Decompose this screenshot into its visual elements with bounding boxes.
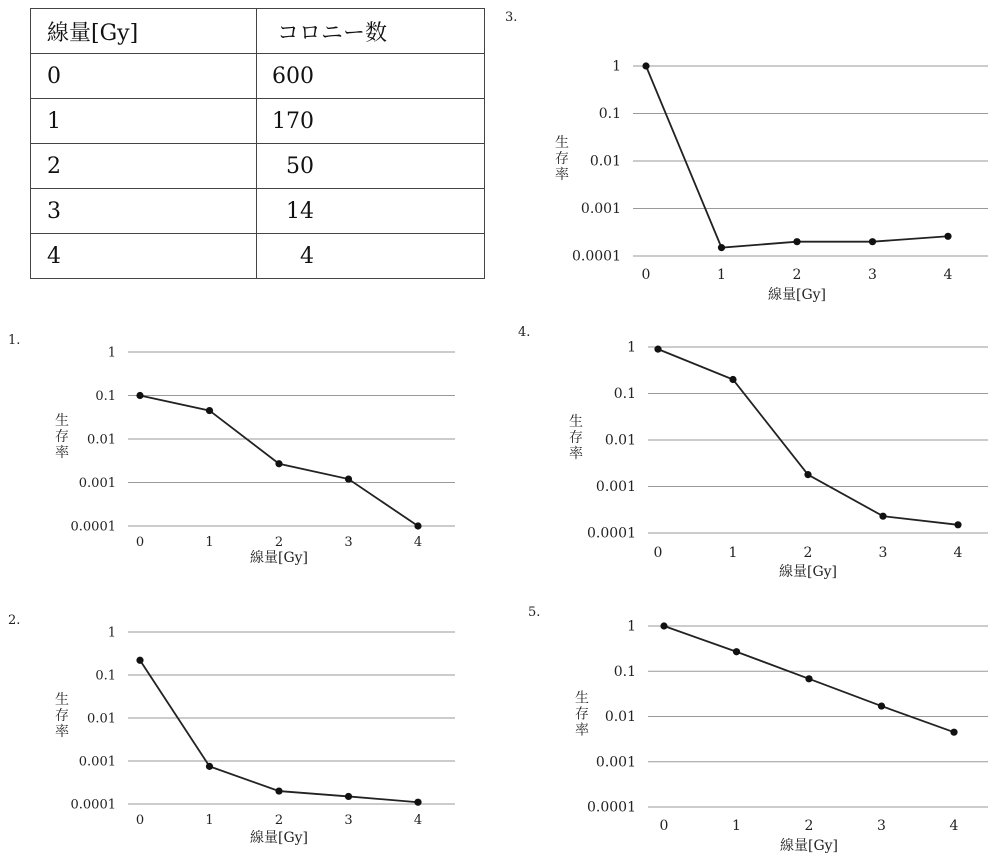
table-cell-colonies: 600: [257, 54, 485, 99]
table-row: [31, 99, 485, 144]
data-point: [950, 729, 957, 736]
x-tick-label: 3: [344, 535, 353, 550]
y-axis-label: 存: [555, 151, 569, 167]
chart-panel-3: [540, 52, 995, 307]
data-point: [642, 62, 649, 69]
x-tick-label: 3: [878, 545, 888, 561]
x-tick-label: 0: [135, 813, 145, 828]
data-point: [206, 763, 213, 770]
data-point: [869, 238, 876, 245]
table-cell-colonies: 4: [257, 234, 485, 279]
x-axis-label: 線量[Gy]: [249, 830, 309, 846]
data-point: [414, 522, 421, 529]
data-point: [804, 471, 811, 478]
table-header-dose: 線量[Gy]: [31, 9, 257, 54]
y-tick-label: 0.001: [595, 754, 636, 771]
panel-number-1: 1.: [8, 333, 21, 348]
panel-number-5: 5.: [528, 605, 541, 620]
x-tick-label: 3: [344, 813, 353, 828]
x-tick-label: 3: [877, 818, 886, 834]
data-point: [345, 475, 352, 482]
x-tick-label: 4: [943, 267, 953, 283]
y-tick-label: 0.01: [604, 432, 636, 449]
x-tick-label: 0: [653, 545, 663, 561]
x-axis-label: 線量[Gy]: [249, 550, 309, 566]
data-point: [136, 392, 143, 399]
data-point: [275, 460, 282, 467]
y-tick-label: 0.01: [87, 432, 116, 448]
y-axis-label: 生: [55, 413, 69, 429]
y-tick-label: 1: [107, 625, 116, 641]
x-tick-label: 2: [803, 545, 813, 561]
y-axis-label: 生: [55, 692, 69, 708]
chart-panel-5: [540, 612, 995, 857]
y-axis-label: 生: [575, 690, 589, 707]
y-tick-label: 0.0001: [572, 248, 621, 265]
y-tick-label: 0.01: [589, 153, 621, 170]
table-row: [31, 144, 485, 189]
x-tick-label: 2: [274, 813, 284, 828]
x-tick-label: 1: [732, 818, 741, 834]
x-tick-label: 0: [641, 267, 651, 283]
table-cell-colonies: 50: [257, 144, 485, 189]
table-cell-dose: 1: [31, 99, 257, 144]
table-cell-dose: 3: [31, 189, 257, 234]
y-axis-label: 存: [55, 429, 69, 445]
table-cell-dose: 4: [31, 234, 257, 279]
y-tick-label: 0.1: [95, 389, 116, 404]
y-axis-label: 存: [55, 708, 69, 724]
y-tick-label: 1: [627, 339, 636, 356]
panel-number-2: 2.: [8, 613, 21, 628]
panel-number-4: 4.: [518, 325, 531, 340]
data-point: [733, 648, 740, 655]
series-line: [646, 66, 948, 248]
y-tick-label: 0.001: [580, 201, 621, 217]
x-axis-label: 線量[Gy]: [779, 838, 839, 854]
y-axis-label: 生: [555, 135, 569, 151]
x-tick-label: 4: [413, 535, 423, 550]
y-axis-label: 率: [55, 445, 69, 461]
y-axis-label: 存: [569, 430, 583, 446]
table-cell-dose: 0: [31, 54, 257, 99]
y-axis-label: 率: [575, 722, 589, 739]
table-row: [31, 189, 485, 234]
data-point: [345, 793, 352, 800]
data-point: [878, 702, 885, 709]
x-tick-label: 0: [135, 535, 145, 550]
x-tick-label: 2: [792, 267, 802, 283]
series-line: [140, 660, 418, 802]
data-table: [30, 8, 485, 279]
table-cell-colonies: 14: [257, 189, 485, 234]
x-tick-label: 4: [949, 818, 959, 834]
panel-number-3: 3.: [505, 10, 518, 25]
data-point: [944, 233, 951, 240]
y-axis-label: 率: [55, 724, 69, 740]
x-tick-label: 1: [205, 535, 214, 550]
data-point: [414, 799, 421, 806]
y-tick-label: 0.001: [78, 754, 116, 770]
x-axis-label: 線量[Gy]: [767, 287, 827, 303]
x-tick-label: 3: [868, 267, 877, 283]
x-tick-label: 4: [953, 545, 963, 561]
table-row: [31, 54, 485, 99]
y-tick-label: 1: [107, 345, 116, 361]
x-tick-label: 0: [659, 818, 669, 834]
x-tick-label: 2: [274, 535, 284, 550]
y-tick-label: 0.1: [95, 668, 116, 684]
y-tick-label: 0.01: [87, 711, 116, 727]
chart-panel-4: [540, 333, 995, 583]
y-tick-label: 0.001: [78, 476, 116, 491]
y-tick-label: 0.1: [613, 663, 636, 680]
data-point: [805, 675, 812, 682]
y-axis-label: 率: [569, 446, 583, 462]
y-tick-label: 0.0001: [587, 799, 636, 816]
y-tick-label: 1: [612, 58, 621, 75]
y-tick-label: 0.1: [598, 106, 621, 122]
data-point: [275, 787, 282, 794]
table-header-row: [31, 9, 485, 54]
y-tick-label: 0.01: [604, 709, 636, 725]
data-point: [879, 513, 886, 520]
y-tick-label: 0.0001: [70, 519, 116, 535]
data-point: [793, 238, 800, 245]
series-line: [658, 349, 958, 525]
y-tick-label: 0.001: [595, 479, 636, 495]
y-tick-label: 0.0001: [70, 797, 116, 813]
table-row: [31, 234, 485, 279]
x-tick-label: 4: [413, 813, 423, 828]
y-axis-label: 率: [555, 167, 569, 183]
chart-panel-1: [40, 340, 470, 575]
data-point: [718, 244, 725, 251]
data-point: [206, 407, 213, 414]
table-header-colonies: コロニー数: [257, 9, 485, 54]
chart-panel-2: [40, 620, 470, 855]
data-point: [954, 521, 961, 528]
data-point: [136, 657, 143, 664]
y-tick-label: 1: [627, 618, 636, 635]
x-tick-label: 2: [804, 818, 814, 834]
data-point: [660, 622, 667, 629]
x-tick-label: 1: [205, 813, 214, 828]
y-axis-label: 存: [575, 706, 589, 723]
table-cell-colonies: 170: [257, 99, 485, 144]
x-tick-label: 1: [728, 545, 738, 561]
y-tick-label: 0.0001: [587, 525, 636, 542]
x-tick-label: 1: [717, 267, 726, 283]
x-axis-label: 線量[Gy]: [778, 564, 838, 580]
y-axis-label: 生: [569, 414, 583, 430]
data-point: [654, 346, 661, 353]
y-tick-label: 0.1: [613, 386, 636, 402]
data-point: [729, 376, 736, 383]
table-cell-dose: 2: [31, 144, 257, 189]
